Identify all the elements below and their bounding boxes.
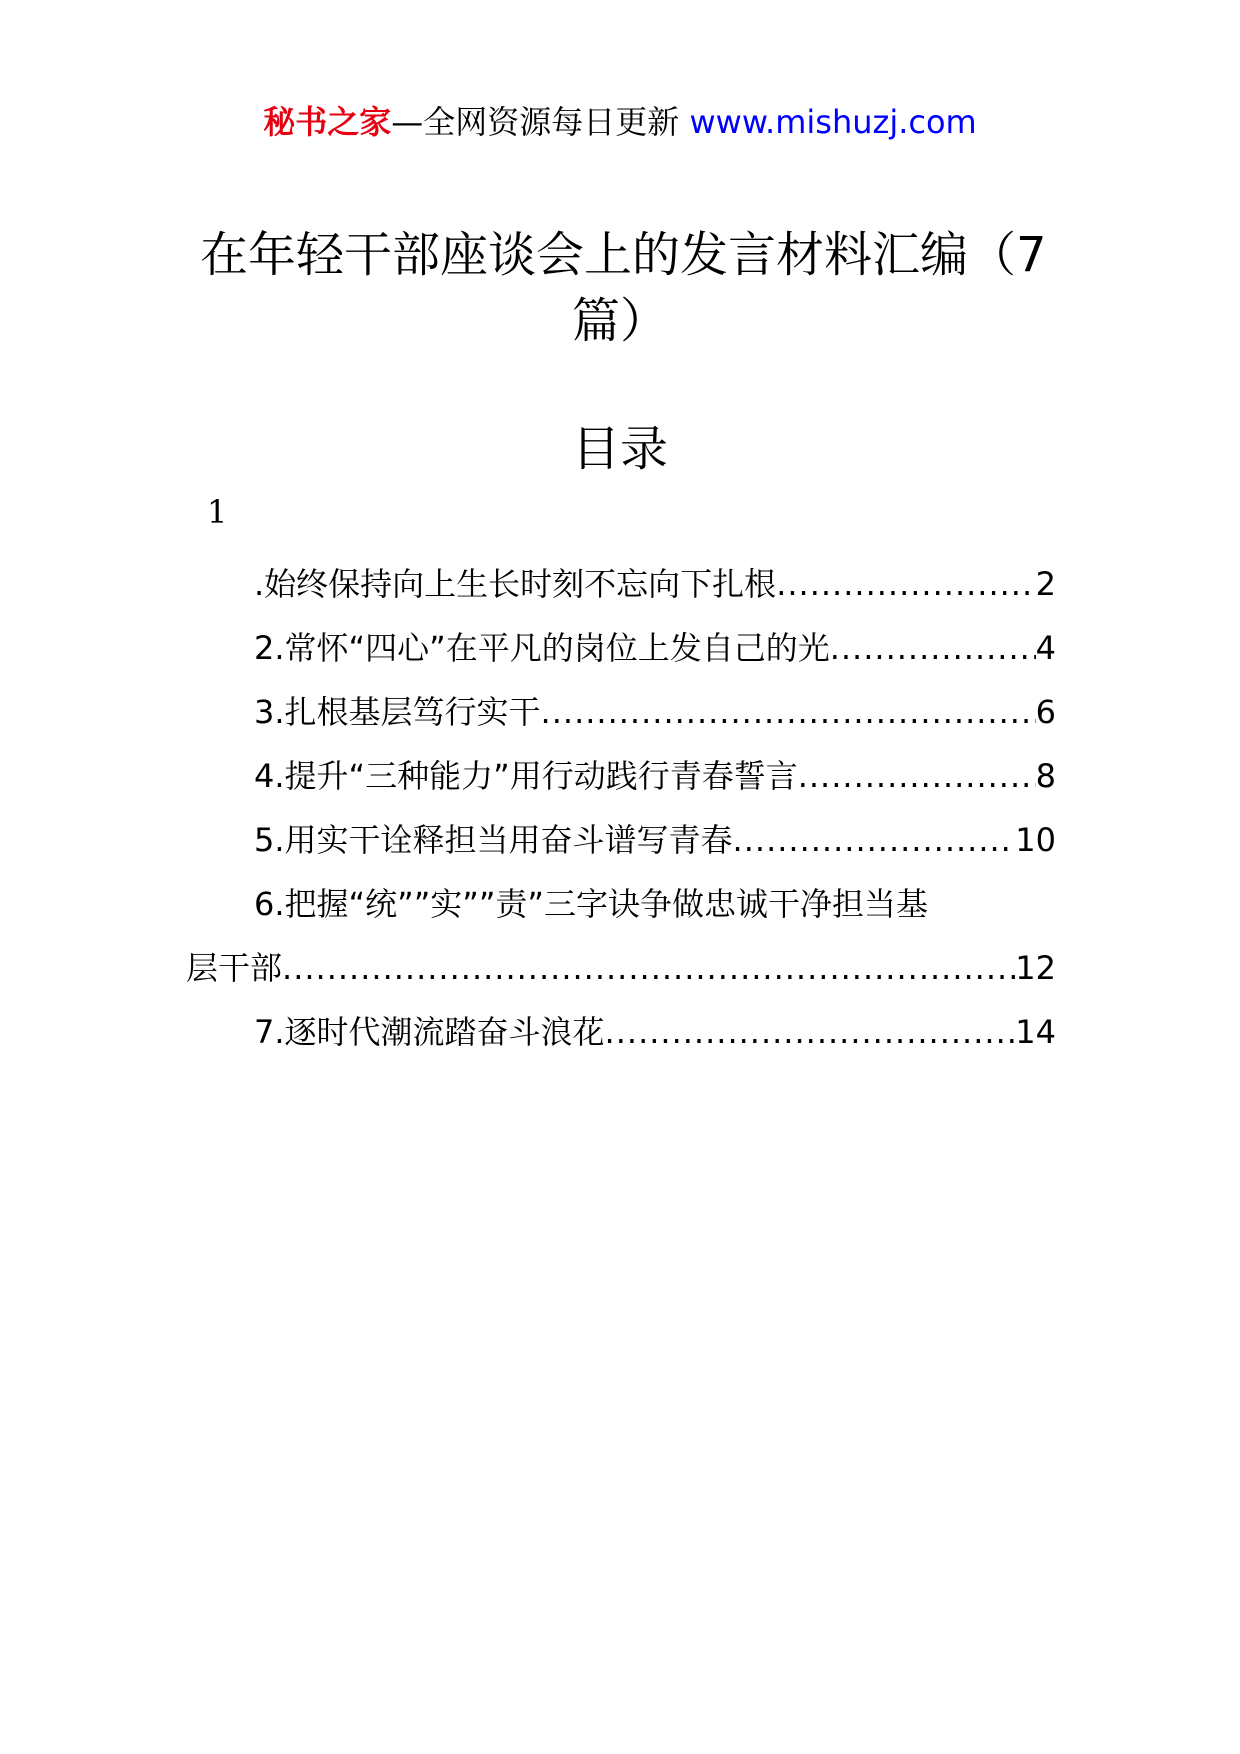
table-of-contents [186, 552, 1056, 1064]
dot-leader [541, 680, 1036, 744]
dot-leader [605, 1000, 1016, 1064]
stray-number: 1 [207, 493, 228, 531]
toc-entry[interactable] [186, 872, 1056, 1000]
toc-entry-title: 2.常怀“四心”在平凡的岗位上发自己的光 [254, 629, 830, 667]
toc-entry-title: 5.用实干诠释担当用奋斗谱写青春 [254, 821, 733, 859]
toc-entry-title: .始终保持向上生长时刻不忘向下扎根 [254, 565, 777, 603]
toc-entry[interactable] [186, 552, 1056, 616]
site-url-link[interactable]: www.mishuzj.com [689, 103, 977, 141]
title-line-1: 在年轻干部座谈会上的发言材料汇编（7 [200, 227, 1047, 283]
toc-entry-page: 6 [1035, 693, 1056, 731]
toc-entry-page: 8 [1035, 757, 1056, 795]
dot-leader [282, 936, 1015, 1000]
header-slogan: —全网资源每日更新 [391, 103, 680, 141]
toc-entry-page: 4 [1035, 629, 1056, 667]
dot-leader [776, 552, 1035, 616]
toc-entry[interactable] [186, 808, 1056, 872]
dot-leader [798, 744, 1036, 808]
toc-heading: 目录 [571, 421, 668, 477]
dot-leader [830, 616, 1036, 680]
toc-entry-title: 4.提升“三种能力”用行动践行青春誓言 [254, 757, 798, 795]
toc-entry-title-line-2: 层干部 [186, 949, 283, 987]
toc-entry-title: 3.扎根基层笃行实干 [254, 693, 541, 731]
dot-leader [733, 808, 1016, 872]
toc-entry-page: 10 [1015, 821, 1056, 859]
document-title [200, 222, 1047, 354]
site-header [0, 100, 1240, 144]
brand-name: 秘书之家 [263, 103, 392, 141]
toc-entry-page: 2 [1035, 565, 1056, 603]
toc-entry-title-line-1: 6.把握“统””实””责”三字诀争做忠诚干净担当基 [254, 885, 929, 923]
toc-entry[interactable] [186, 1000, 1056, 1064]
toc-entry-second-line [186, 936, 1056, 1000]
toc-entry-page: 12 [1015, 949, 1056, 987]
toc-entry[interactable] [186, 744, 1056, 808]
toc-entry-title: 7.逐时代潮流踏奋斗浪花 [254, 1013, 605, 1051]
toc-entry[interactable] [186, 680, 1056, 744]
toc-entry-page: 14 [1015, 1013, 1056, 1051]
title-line-2: 篇） [571, 293, 668, 349]
toc-entry[interactable] [186, 616, 1056, 680]
